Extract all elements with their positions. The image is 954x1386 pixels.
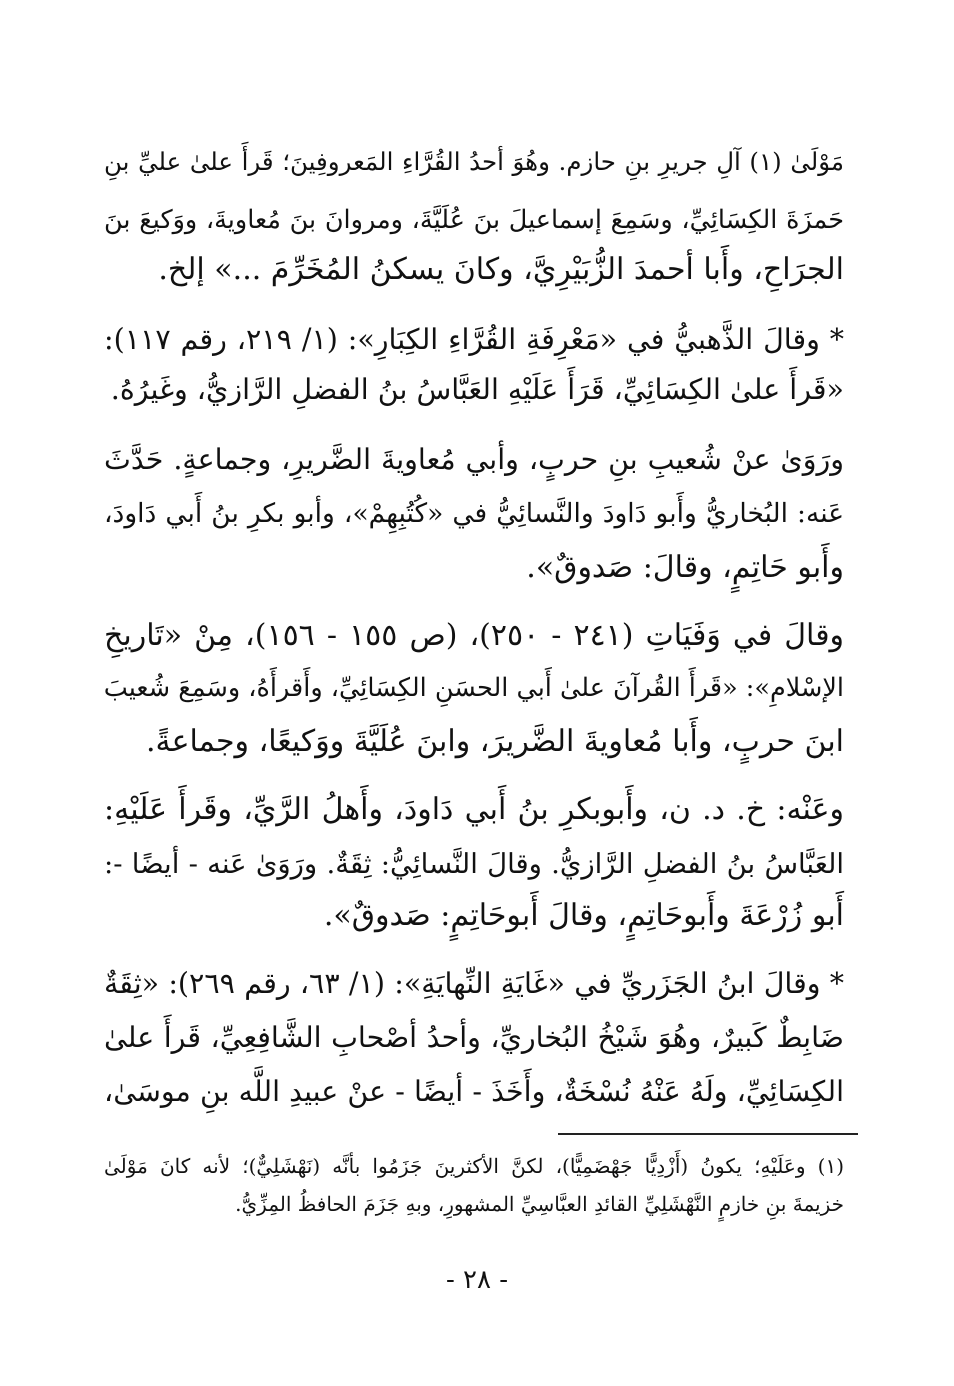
text-line: ابنَ حربٍ، وأَبا مُعاويةَ الضَّريرَ، وابنَ عُلَيَّةَ ووَكيعًا، وجماعةً. bbox=[146, 724, 844, 759]
footnote-line: (١) وعَلَيْهِ؛ يكونُ (أَزْدِيًّا جَهْضَمِيًّا)، لكنَّ الأكثرينَ جَزَمُوا بأنَّه (نَهْشَلِيٌّ)؛ لأنه كانَ مَوْلَىٰ bbox=[104, 1154, 844, 1178]
page-number: - ٢٨ - bbox=[445, 1265, 509, 1295]
text-line: أَبو زُرْعَةَ وأَبوحَاتِمٍ، وقالَ أَبوحَاتِمٍ: صَدوقٌ». bbox=[323, 898, 844, 933]
text-line: ورَوَىٰ عنْ شُعيبِ بنِ حربٍ، وأبي مُعاويةَ الضَّريرِ، وجماعةٍ. حَدَّثَ bbox=[104, 443, 844, 476]
text-line: «قَرأَ علىٰ الكِسَائِيِّ، قَرَأَ عَلَيْهِ العَبَّاسُ بنُ الفضلِ الرَّازيُّ، وغَيرُهُ. bbox=[110, 373, 844, 406]
text-line: الجرَاحِ، وأَبا أحمدَ الزُّبَيْرِيَّ، وكانَ يسكنُ المُخَرِّمَ ...» إلخ. bbox=[158, 252, 844, 287]
text-line: الإسْلامِ»: «قَرأَ القُرآنَ علىٰ أَبي الحسَنِ الكِسَائِيِّ، وأَقرأَهُ، وسَمِعَ شُعيبَ bbox=[103, 673, 844, 703]
text-line: * وقالَ ابنُ الجَزَريِّ في «غَايَةِ النِّهايَةِ»: (١/ ٦٣، رقم ٢٦٩): «ثِقَةٌ bbox=[104, 967, 844, 1000]
footnote-line: خزيمةَ بنِ خازمٍ النَّهْشَلِيِّ القائدِ العبَّاسِيِّ المشهورِ، وبهِ جَزَمَ الحافظُ المِزِّيُّ. bbox=[235, 1192, 844, 1216]
footnote-divider bbox=[558, 1133, 858, 1135]
text-line: * وقالَ الذَّهبيُّ في «مَعْرِفَةِ القُرَّاءِ الكِبَارِ»: (١/ ٢١٩، رقم ١١٧): bbox=[104, 323, 844, 356]
text-line: وقالَ في وَفَيَاتِ (٢٤١ - ٢٥٠)، (ص ١٥٥ - ١٥٦)، مِنْ «تَاريخِ bbox=[104, 618, 845, 653]
text-line: وأَبو حَاتِمٍ، وقالَ: صَدوقٌ». bbox=[526, 550, 844, 585]
text-line: حَمزَةَ الكِسَائِيِّ، وسَمِعَ إسماعيلَ بنَ عُلَيَّةَ، ومروانَ بنَ مُعاويةَ، ووَكيعَ بنَ bbox=[104, 205, 844, 235]
text-line: العَبَّاسُ بنُ الفضلِ الرَّازيُّ. وقالَ النَّسائِيُّ: ثِقَةٌ. ورَوَىٰ عَنه - أيضًا -: bbox=[104, 848, 844, 880]
text-line: وعَنْه: خ. د. ن، وأَبوبكرِ بنُ أَبي دَاودَ، وأَهلُ الرَّيِّ، وقَرأَ عَلَيْهِ: bbox=[104, 792, 844, 827]
text-line: مَوْلَىٰ (١) آلِ جريرِ بنِ حازم. وهُوَ أحدُ القُرَّاءِ المَعروفِينَ؛ قَرأَ علىٰ عليِّ بنِ bbox=[104, 147, 845, 176]
text-line: الكِسَائِيِّ، ولَهُ عَنْهُ نُسْخَةٌ، وأَخَذَ - أيضًا - عنْ عبيدِ اللَّه بنِ موسَىٰ، bbox=[104, 1075, 844, 1108]
text-line: ضَابِطٌ كَبيرٌ، وهُوَ شَيْخُ البُخاريِّ، وأحدُ أصْحابِ الشَّافِعِيِّ، قَرأَ علىٰ bbox=[104, 1021, 844, 1054]
text-line: عَنه: البُخاريُّ وأَبو دَاودَ والنَّسائِيُّ في «كُتُبِهِمْ»، وأبو بكرِ بنُ أَبي دَاودَ، bbox=[104, 498, 844, 529]
